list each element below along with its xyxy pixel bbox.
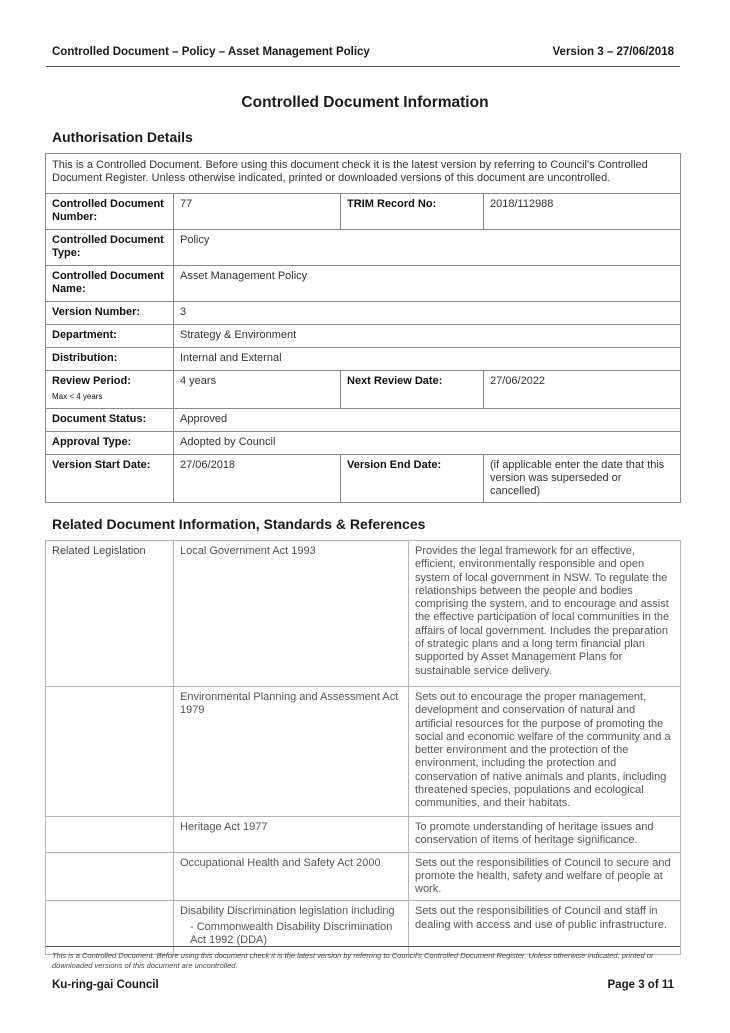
legislation-description: Sets out the responsibilities of Council to secure and promote the health, safety and welfare of people at work. <box>409 852 681 901</box>
approval-value: Adopted by Council <box>174 432 681 455</box>
legislation-name: Occupational Health and Safety Act 2000 <box>174 852 409 901</box>
page-title: Controlled Document Information <box>241 94 489 111</box>
start-value: 27/06/2018 <box>174 455 341 503</box>
page-footer <box>52 979 674 991</box>
legislation-name: Heritage Act 1977 <box>174 817 409 853</box>
page-number: Page 3 of 11 <box>607 979 674 991</box>
type-label: Controlled Document Type: <box>46 230 174 266</box>
related-table <box>45 540 681 955</box>
department-value: Strategy & Environment <box>174 325 681 348</box>
authorisation-heading: Authorisation Details <box>52 129 193 145</box>
trim-value: 2018/112988 <box>484 194 681 230</box>
review-note: Max < 4 years <box>52 392 103 401</box>
legislation-name: Environmental Planning and Assessment Act 1979 <box>174 687 409 817</box>
footer-organisation: Ku-ring-gai Council <box>52 979 159 991</box>
distribution-value: Internal and External <box>174 348 681 371</box>
start-label: Version Start Date: <box>46 455 174 503</box>
status-value: Approved <box>174 409 681 432</box>
legislation-sub-item: - Commonwealth Disability Discrimination Act 1992 (DDA) <box>190 920 393 947</box>
approval-label: Approval Type: <box>46 432 174 455</box>
number-value: 77 <box>174 194 341 230</box>
number-label: Controlled Document Number: <box>46 194 174 230</box>
legislation-description: Provides the legal framework for an effective, efficient, environmentally responsible and open system of local government in NSW. To regulate the relationships between the people and bodies comprising the system, and to encourage and assist the effective participation of local communities in the affairs of local government. Includes the preparation of strategic plans and a long term financial plan supported by Asset Management Plans for sustainable service delivery. <box>409 541 681 687</box>
distribution-label: Distribution: <box>46 348 174 371</box>
header-version: Version 3 – 27/06/2018 <box>552 46 674 58</box>
end-value: (if applicable enter the date that this version was superseded or cancelled) <box>484 455 681 503</box>
legislation-name: Disability Discrimination legislation including <box>180 905 395 918</box>
name-label: Controlled Document Name: <box>46 266 174 302</box>
footer-note: This is a Controlled Document. Before using this document check it is the latest version by referring to Council's Controlled Document Register. Unless otherwise indicated, printed or downloaded versions of this document are uncontrolled. <box>52 951 654 970</box>
legislation-description: Sets out the responsibilities of Council and staff in dealing with access and use of public infrastructure. <box>409 901 681 955</box>
page-header <box>46 44 680 67</box>
status-label: Document Status: <box>46 409 174 432</box>
trim-label: TRIM Record No: <box>341 194 484 230</box>
review-period-cell <box>46 371 174 409</box>
legislation-name: Local Government Act 1993 <box>174 541 409 687</box>
empty-category-cell <box>46 687 174 817</box>
end-label: Version End Date: <box>341 455 484 503</box>
related-heading: Related Document Information, Standards & References <box>52 516 426 532</box>
version-value: 3 <box>174 302 681 325</box>
footer-divider <box>46 946 680 947</box>
name-value: Asset Management Policy <box>174 266 681 302</box>
legislation-description: To promote understanding of heritage issues and conservation of items of heritage significance. <box>409 817 681 853</box>
next-review-value: 27/06/2022 <box>484 371 681 409</box>
review-value: 4 years <box>174 371 341 409</box>
type-value: Policy <box>174 230 681 266</box>
empty-category-cell <box>46 852 174 901</box>
department-label: Department: <box>46 325 174 348</box>
authorisation-table <box>45 153 681 503</box>
version-label: Version Number: <box>46 302 174 325</box>
legislation-description: Sets out to encourage the proper management, development and conservation of natural and artificial resources for the purpose of promoting the social and economic welfare of the community and a better environment and the protection of the environment, including the protection and conservation of native animals and plants, including threatened species, populations and ecological communities, and their habitats. <box>409 687 681 817</box>
related-category: Related Legislation <box>46 541 174 687</box>
next-review-label: Next Review Date: <box>341 371 484 409</box>
review-label: Review Period: <box>52 375 131 387</box>
empty-category-cell <box>46 817 174 853</box>
header-document-title: Controlled Document – Policy – Asset Management Policy <box>52 46 370 58</box>
controlled-notice: This is a Controlled Document. Before using this document check it is the latest version by referring to Council's Controlled Document Register. Unless otherwise indicated, printed or downloaded versions of this document are uncontrolled. <box>46 154 681 194</box>
